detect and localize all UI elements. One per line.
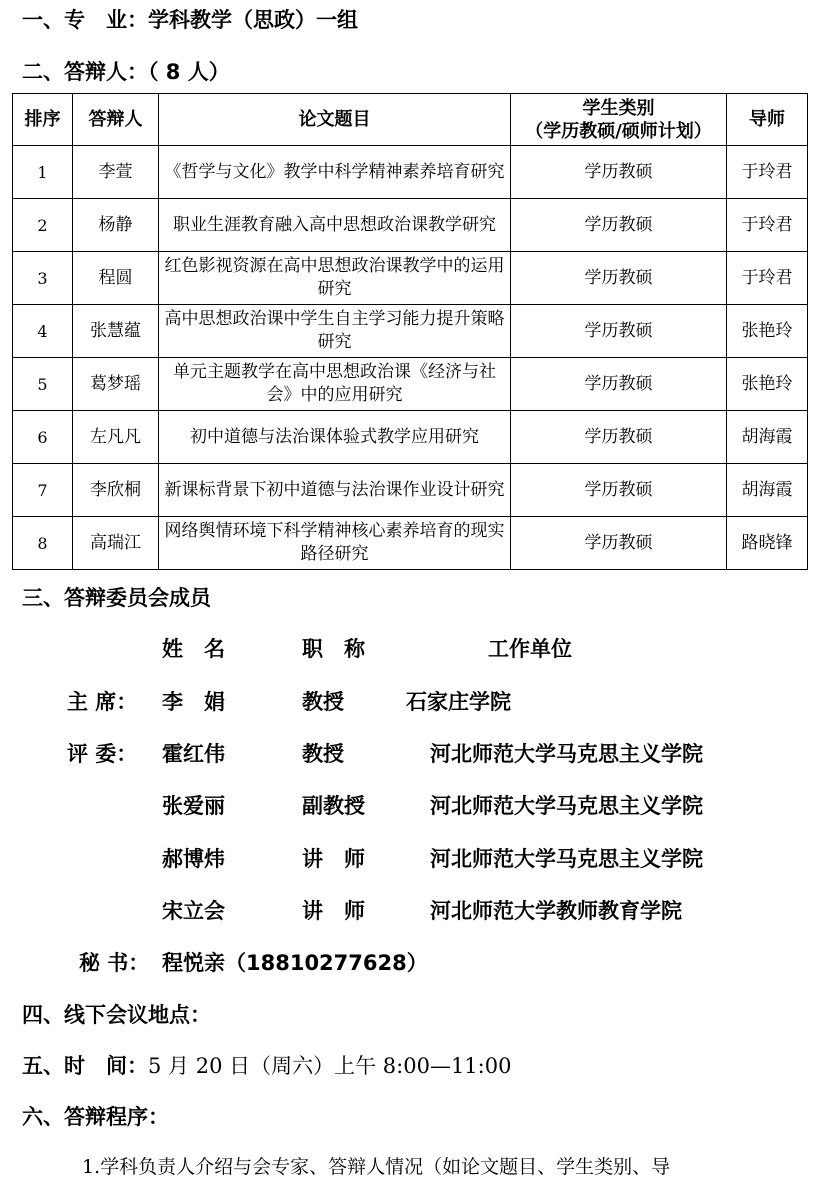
table-row (13, 464, 808, 517)
member-unit: 河北师范大学马克思主义学院 (430, 742, 703, 766)
cell-name: 程圆 (73, 252, 159, 305)
cell-type: 学历教硕 (511, 517, 727, 570)
cell-type: 学历教硕 (511, 146, 727, 199)
header-order: 排序 (13, 94, 73, 146)
table-row (13, 146, 808, 199)
cell-topic: 高中思想政治课中学生自主学习能力提升策略研究 (159, 305, 511, 358)
header-type-line2: （学历教硕/硕师计划） (525, 120, 712, 142)
section-procedure: 六、答辩程序： (22, 1105, 169, 1129)
table-row (13, 517, 808, 570)
cell-advisor: 张艳玲 (727, 358, 808, 411)
cell-topic: 网络舆情环境下科学精神核心素养培育的现实路径研究 (159, 517, 511, 570)
table-row (13, 411, 808, 464)
header-name: 答辩人 (73, 94, 159, 146)
cell-name: 高瑞江 (73, 517, 159, 570)
cell-topic: 单元主题教学在高中思想政治课《经济与社会》中的应用研究 (159, 358, 511, 411)
cell-advisor: 于玲君 (727, 199, 808, 252)
cell-name: 杨静 (73, 199, 159, 252)
member-title: 副教授 (302, 794, 365, 818)
section-location: 四、线下会议地点： (22, 1003, 211, 1027)
section-candidates: 二、答辩人：（ 8 人） (22, 60, 230, 84)
committee-header-name: 姓 名 (162, 637, 225, 661)
cell-name: 左凡凡 (73, 411, 159, 464)
header-topic: 论文题目 (159, 94, 511, 146)
cell-advisor: 胡海霞 (727, 464, 808, 517)
cell-advisor: 于玲君 (727, 146, 808, 199)
cell-type: 学历教硕 (511, 464, 727, 517)
defense-table (12, 93, 808, 570)
cell-order: 3 (13, 252, 73, 305)
chair-label: 主 席： (67, 690, 138, 714)
time-value: 5 月 20 日（周六）上午 8:00—11:00 (148, 1054, 512, 1078)
table-row (13, 358, 808, 411)
chair-name: 李 娟 (162, 690, 225, 714)
cell-topic: 新课标背景下初中道德与法治课作业设计研究 (159, 464, 511, 517)
table-row (13, 199, 808, 252)
committee-header-title: 职 称 (302, 637, 365, 661)
member-title: 教授 (302, 742, 344, 766)
cell-order: 1 (13, 146, 73, 199)
cell-type: 学历教硕 (511, 358, 727, 411)
cell-order: 5 (13, 358, 73, 411)
committee-header-unit: 工作单位 (488, 637, 572, 661)
secretary-label: 秘 书： (79, 951, 150, 975)
cell-name: 李欣桐 (73, 464, 159, 517)
cell-name: 李萱 (73, 146, 159, 199)
cell-type: 学历教硕 (511, 411, 727, 464)
cell-advisor: 胡海霞 (727, 411, 808, 464)
section-time (22, 1050, 511, 1080)
table-header-row (13, 94, 808, 146)
member-title: 讲 师 (302, 899, 365, 923)
secretary-value: 程悦亲（18810277628） (162, 951, 428, 975)
cell-name: 葛梦瑶 (73, 358, 159, 411)
cell-advisor: 于玲君 (727, 252, 808, 305)
procedure-item: 1.学科负责人介绍与会专家、答辩人情况（如论文题目、学生类别、导 (82, 1156, 671, 1178)
cell-topic: 《哲学与文化》教学中科学精神素养培育研究 (159, 146, 511, 199)
cell-order: 8 (13, 517, 73, 570)
member-name: 郝博炜 (162, 847, 225, 871)
member-unit: 河北师范大学马克思主义学院 (430, 847, 703, 871)
cell-topic: 职业生涯教育融入高中思想政治课教学研究 (159, 199, 511, 252)
members-label: 评 委： (67, 742, 138, 766)
cell-advisor: 路晓锋 (727, 517, 808, 570)
time-label: 五、时 间： (22, 1054, 148, 1078)
section-major: 一、专 业：学科教学（思政）一组 (22, 8, 358, 32)
cell-type: 学历教硕 (511, 252, 727, 305)
header-advisor: 导师 (727, 94, 808, 146)
cell-order: 2 (13, 199, 73, 252)
member-title: 讲 师 (302, 847, 365, 871)
cell-order: 4 (13, 305, 73, 358)
section-committee: 三、答辩委员会成员 (22, 586, 211, 610)
header-type-line1: 学生类别 (582, 97, 655, 119)
table-row (13, 252, 808, 305)
header-type (511, 94, 727, 146)
member-name: 张爱丽 (162, 794, 225, 818)
cell-type: 学历教硕 (511, 305, 727, 358)
cell-order: 7 (13, 464, 73, 517)
cell-type: 学历教硕 (511, 199, 727, 252)
chair-title: 教授 (302, 690, 344, 714)
table-row (13, 305, 808, 358)
cell-advisor: 张艳玲 (727, 305, 808, 358)
cell-topic: 初中道德与法治课体验式教学应用研究 (159, 411, 511, 464)
member-name: 霍红伟 (162, 742, 225, 766)
cell-name: 张慧蕴 (73, 305, 159, 358)
cell-order: 6 (13, 411, 73, 464)
cell-topic: 红色影视资源在高中思想政治课教学中的运用研究 (159, 252, 511, 305)
member-unit: 河北师范大学教师教育学院 (430, 899, 682, 923)
chair-unit: 石家庄学院 (406, 690, 511, 714)
member-name: 宋立会 (162, 899, 225, 923)
member-unit: 河北师范大学马克思主义学院 (430, 794, 703, 818)
